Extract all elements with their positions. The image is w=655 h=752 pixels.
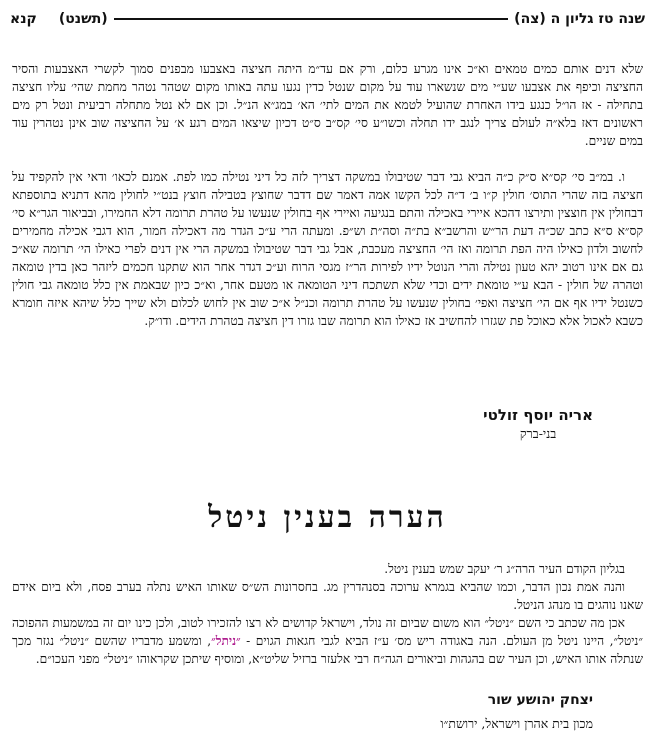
issue-reference: שנה טז גליון ה (צה) [514,11,645,27]
paragraph: והנה אמת נכון הדבר, וכמו שהביא בגמרא ערוכה בסנהדרין מג. בחסרונות הש״ס שאותו האיש נתלה בערב פסח, ולא ביום אידם שאנו נוהגים בו מנהג הניטל. [12,580,643,612]
author-signature [440,692,593,732]
author-location: מכון בית אהרן וישראל, ירושת״ו [440,716,593,731]
author-name: יצחק יהושע שור [487,692,593,708]
header-rule [114,18,508,20]
paragraph: ו. במ״ב סי׳ קס״א ס״ק כ״ה הביא גבי דבר שטיבולו במשקה דצריך לזה כל דיני נטילה כמו לפת. אמנם לכאו׳ ודאי אין להקפיד על חציצה בזה שהרי התוס׳ חולין ק״ו ב׳ ד״ה לכל הקשו אמה דאמר שם דדבר שחוצץ בטבילה חוצץ בנט״י לחולין מהא דתניא בתוספתא דבחולין אין חוצצין ותירצו דהכא איירי באכילה והתם בנגיעה ואיירי אף בחולין שנעשו על טהרת תרומה דלא החמירו, ובביאור הגר״א סי׳ קס״א ס״א כתב שכ״ה דעת הר״ש והרשב״א בת״ה וסה״ת וש״פ. ומעתה הרי ע״כ הגדר מה דאכילה חמור, הוא דגבי אכילה מחמירים לחשוב ולדון כאילו היה הפת תרומה ואז הי׳ החציצה מעכבת, אבל גבי דבר שטיבולו במשקה הרי אין דנים לפרי כאילו הי׳ תרומה שא״כ גם אם אינו רטוב יהא טעון נטילה והרי הנוטל ידיו לפירות הר״ז מגסי הרוח וע״כ דגדר אחר הוא שתקנו חכמים ליזהר כאן בדין טומאה וטהרה של חולין - הבא ע״י טומאת ידים וכדי שלא תשתכח דיני הטומאה או מטעם אחר, וא״כ כיון שבאמת אין כלל טומאה גבי חולין כשנטל ידיו אף אם הי׳ חציצה ואפי׳ בחולין שנעשו על טהרת תרומה וכנ״ל א״כ שוב אין לחוש לכלום ולא שייך כלל שיהא איזה חומרא כשבא לאכול אלא כאוכל פת שגזרו להחשיב אז כאילו הוא תרומה שבו גזרו דין חציצה בטהרת הידים. ודו״ק. [12,170,643,328]
author-location: בני-ברק [519,426,557,441]
author-name: אריה יוסף זולטי [483,406,593,424]
issue-date: (תשנט) [58,11,108,27]
article-title: הערה בענין ניטל [208,500,447,535]
article-body [12,60,643,366]
paragraph: בגליון הקודם העיר הרה״ג ר׳ יעקב שמש בענין ניטל. [384,562,625,576]
paragraph-text: , ומשמע מדבריו שהשם ״ניטל״ נגזר מכך שנתלה אותו האיש, וכן העיר שם בהגהות וביאורים הגה״ח רבי אלעזר ברזיל שליט״א, ומוסיף שיתכן שקראוהו ״ניטל״ מפני העכו״ם. [12,634,643,666]
highlighted-term: ״ניתל״ [211,634,241,648]
note-body [12,560,643,686]
author-signature [483,406,593,442]
page-header [10,8,645,30]
paragraph [12,614,643,686]
page-number: קנא [10,11,37,27]
paragraph-text: אכן מה שכתב כי השם ״ניטל״ הוא משום שביום זה נולד, וישראל קדושים לא רצו להזכירו לטוב, ולכן כינו יום זה במשמעות ההפוכה ״ניטל״, היינו ניטל מן העולם. הנה באגודה ריש מס׳ ע״ז הביא לגבי חגאות הגוים - [12,616,643,648]
paragraph: שלא דנים אותם כמים טמאים וא״כ אינו מגרע כלום, ורק אם עד״מ היתה חציצה באצבעו מבפנים סמוך לקשרי האצבעות והסיר החציצה וכיפף את אצבעו שע״י מים שנשארו עוד על מקום שנטל כדין נגעו עתה באותו מקום שטהר נטהר מחמת שהי׳ עליו חציצה בתחילה - אז הו״ל כנגע בידו האחרת שהועיל לטמא את המים לתי׳ הא׳ במג״א הנ״ל. וכן אם לא נטל מתחלה רביעית ונטל רק מים ראשונים דאז בלא״ה לעולם צריך לנגב ידו תחלה וכשו״ע סי׳ קס״ב ס״ט דכיון שיצאו המים רגע א׳ על החציצה שוב אינן נטהרין עוד במים שניים. [12,62,643,148]
